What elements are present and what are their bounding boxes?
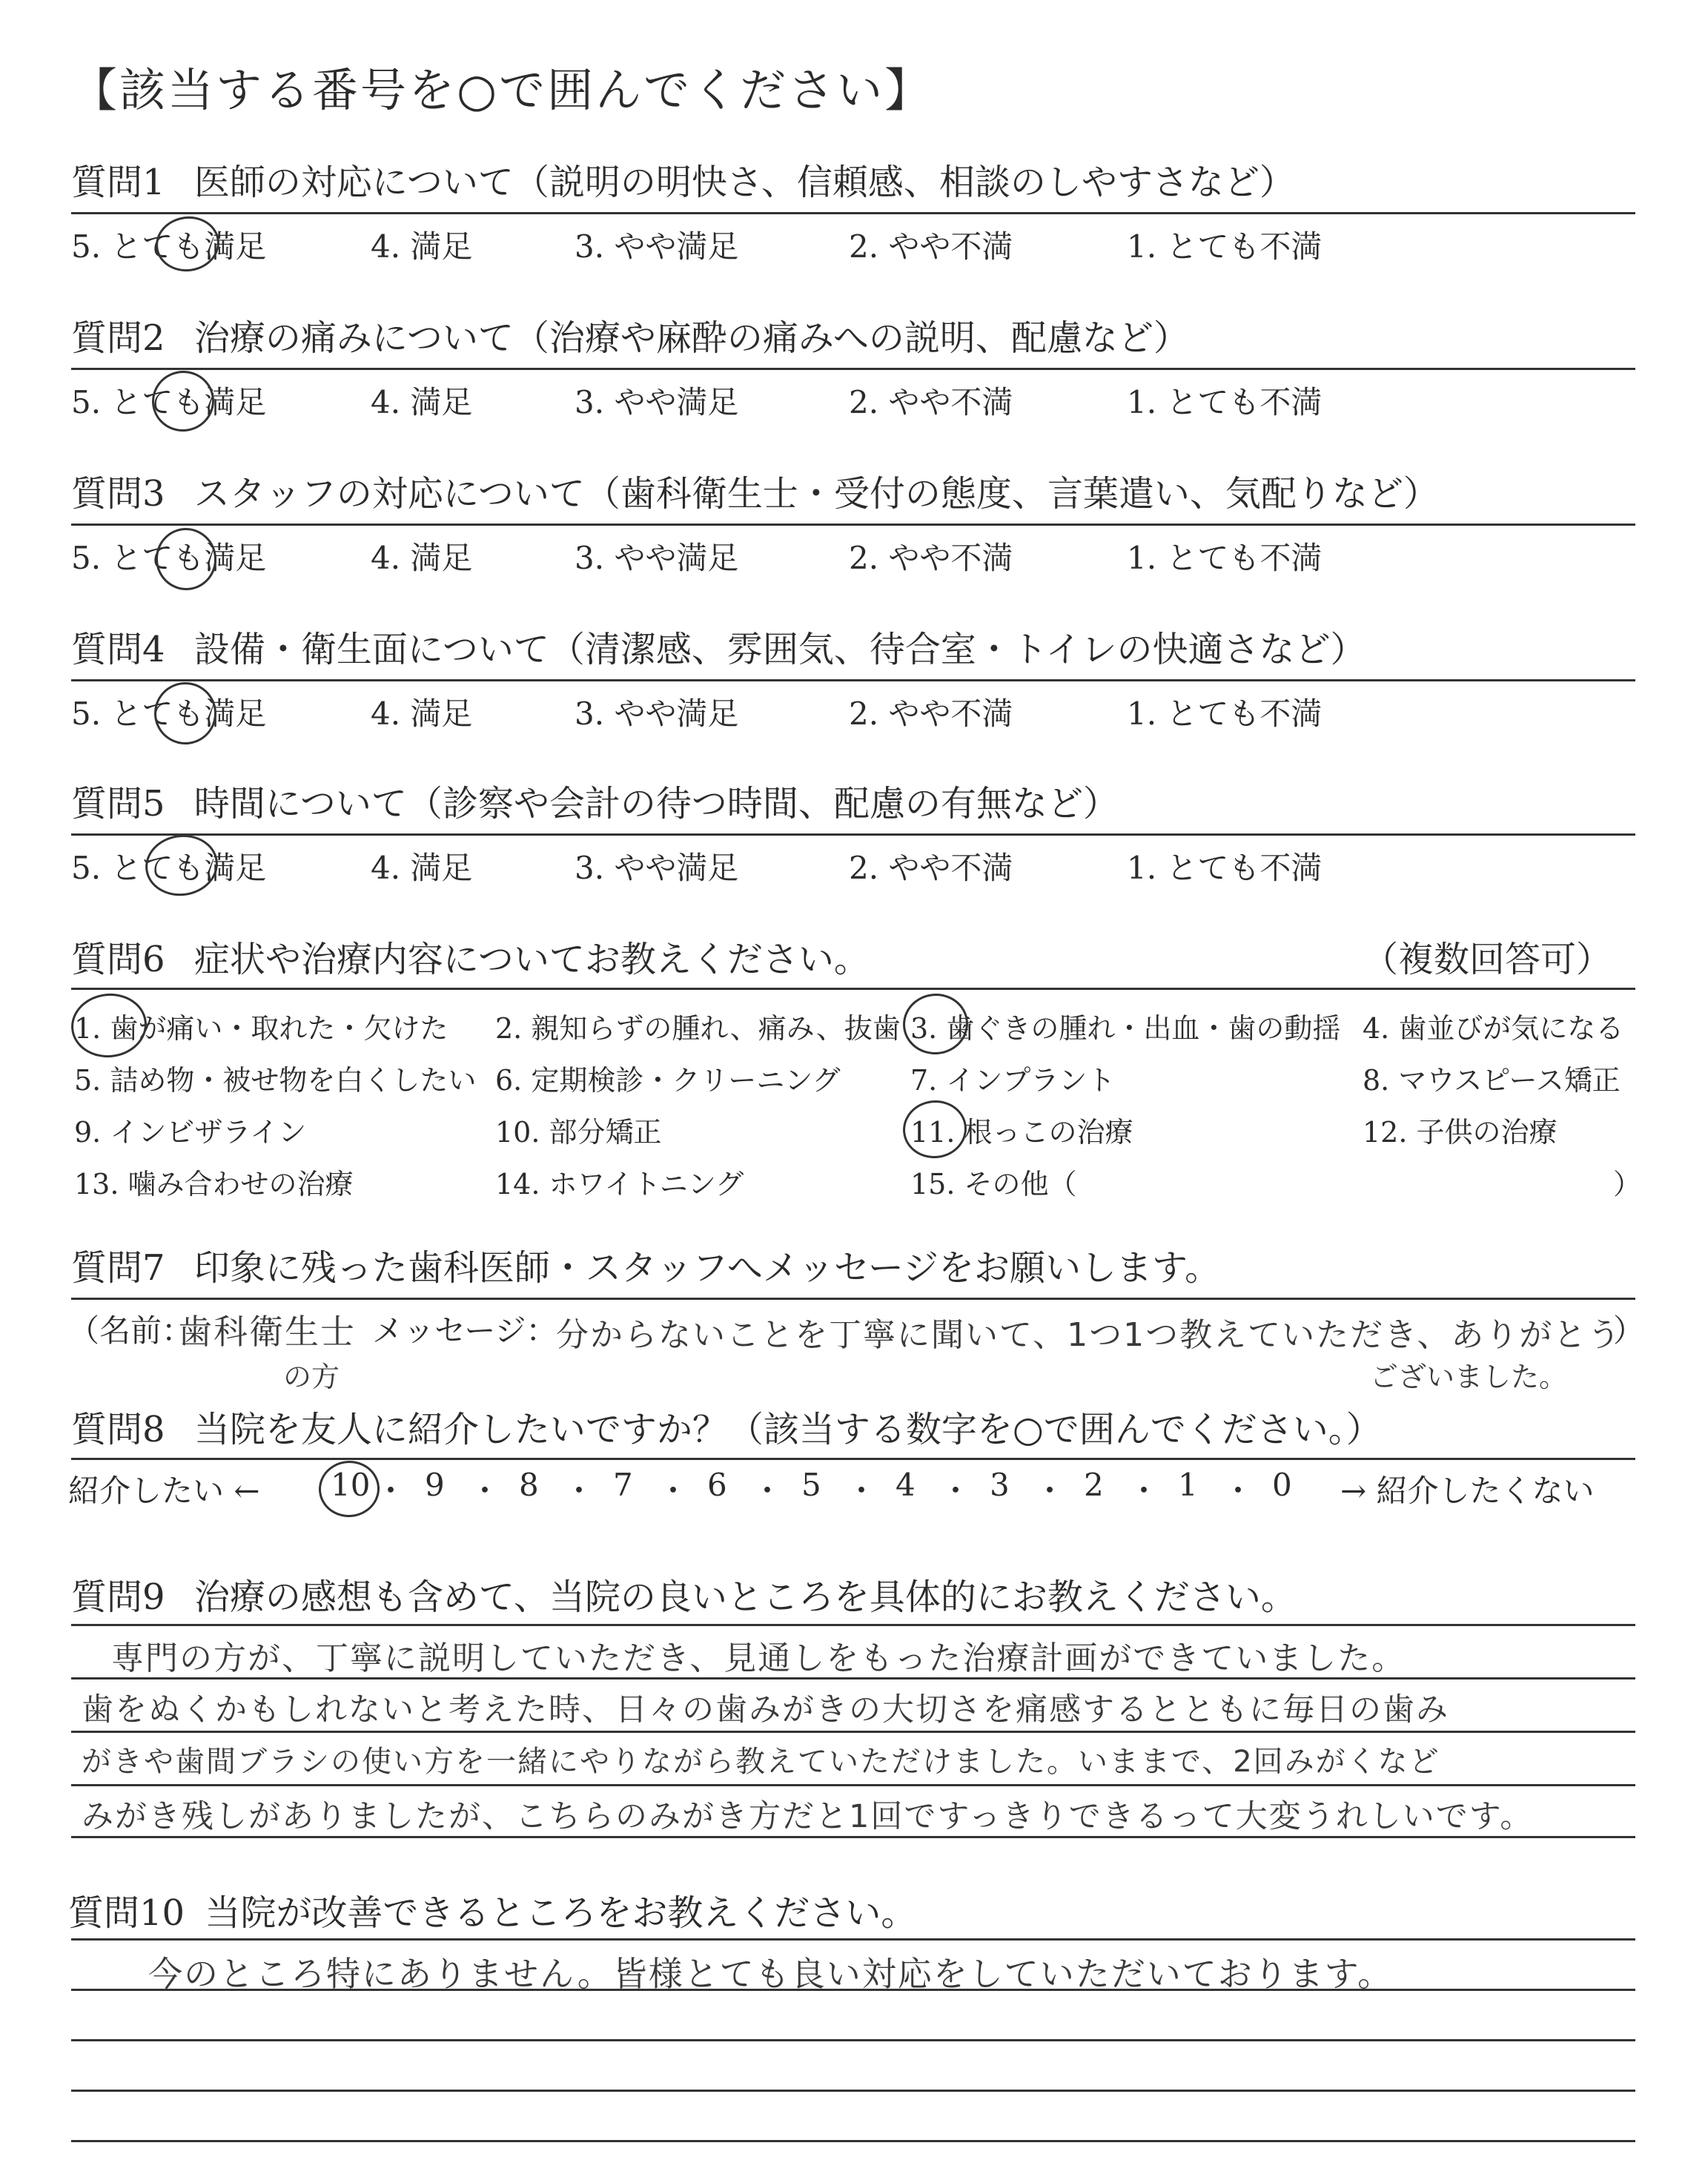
q6-other-close-paren: ） <box>1613 1168 1642 1200</box>
scale-separator-dot: ・ <box>1128 1473 1160 1509</box>
q3-option-4[interactable]: 4. 満足 <box>371 540 473 576</box>
divider <box>71 2039 1635 2041</box>
divider <box>71 1938 1635 1941</box>
divider <box>71 1624 1635 1626</box>
question-4 <box>71 627 1366 672</box>
divider <box>71 1458 1635 1460</box>
question-9-label: 質問9 <box>71 1576 165 1618</box>
q8-scale-option-6[interactable]: 6 <box>707 1467 727 1503</box>
scale-separator-dot: ・ <box>752 1473 784 1509</box>
q8-right-label: → 紹介したくない <box>1340 1473 1595 1509</box>
q3-option-1[interactable]: 1. とても不満 <box>1127 540 1323 576</box>
question-4-text: 設備・衛生面について（清潔感、雰囲気、待合室・トイレの快適さなど） <box>193 629 1366 670</box>
q6-option-11[interactable]: 11. 根っこの治療 <box>910 1116 1133 1149</box>
q5-option-5[interactable]: 5. とても満足 <box>71 850 267 886</box>
divider <box>71 988 1635 990</box>
q2-option-1[interactable]: 1. とても不満 <box>1127 384 1323 420</box>
q6-option-9[interactable]: 9. インビザライン <box>74 1116 307 1149</box>
question-8 <box>71 1407 1382 1452</box>
question-1 <box>71 160 1295 205</box>
question-4-label: 質問4 <box>71 629 165 670</box>
q5-option-1[interactable]: 1. とても不満 <box>1127 850 1323 886</box>
question-10-label: 質問10 <box>68 1892 185 1934</box>
question-1-label: 質問1 <box>71 162 165 203</box>
scale-separator-dot: ・ <box>658 1473 689 1509</box>
q2-option-5[interactable]: 5. とても満足 <box>71 384 267 420</box>
question-6-text: 症状や治療内容についてお教えください。 <box>193 939 870 980</box>
question-6 <box>71 937 870 982</box>
scale-separator-dot: ・ <box>1034 1473 1066 1509</box>
q7-message-label: メッセージ： <box>372 1312 557 1349</box>
q4-option-5[interactable]: 5. とても満足 <box>71 696 267 732</box>
divider <box>71 1784 1635 1786</box>
selection-circle-mark <box>900 1097 970 1162</box>
question-3-label: 質問3 <box>71 473 165 515</box>
question-6-label: 質問6 <box>71 939 165 980</box>
q6-option-5[interactable]: 5. 詰め物・被せ物を白くしたい <box>74 1064 477 1097</box>
question-10-text: 当院が改善できるところをお教えください。 <box>205 1892 917 1934</box>
q6-option-2[interactable]: 2. 親知らずの腫れ、痛み、抜歯 <box>495 1012 901 1045</box>
q6-option-7[interactable]: 7. インプラント <box>910 1064 1116 1097</box>
q8-scale-option-3[interactable]: 3 <box>990 1467 1010 1503</box>
q8-scale-option-10[interactable]: 10 <box>331 1467 371 1503</box>
q6-option-6[interactable]: 6. 定期検診・クリーニング <box>495 1064 841 1097</box>
question-3-text: スタッフの対応について（歯科衛生士・受付の態度、言葉遣い、気配りなど） <box>193 473 1439 515</box>
q1-option-5[interactable]: 5. とても満足 <box>71 228 267 265</box>
q7-close-paren: ） <box>1613 1312 1645 1349</box>
divider <box>71 2140 1635 2142</box>
question-6-note: （複数回答可） <box>1363 939 1612 980</box>
selection-circle-mark <box>900 991 971 1058</box>
q7-name-suffix: の方 <box>283 1361 340 1393</box>
q5-option-3[interactable]: 3. やや満足 <box>575 850 739 886</box>
question-5-text: 時間について（診察や会計の待つ時間、配慮の有無など） <box>193 783 1119 825</box>
q8-scale-option-8[interactable]: 8 <box>519 1467 539 1503</box>
selection-circle-mark <box>142 830 222 901</box>
q9-answer-line[interactable]: 歯をぬくかもしれないと考えた時、日々の歯みがきの大切さを痛感するとともに毎日の歯み <box>82 1691 1449 1728</box>
q10-answer-line[interactable]: 今のところ特にありません。皆様とても良い対応をしていただいております。 <box>148 1954 1394 1994</box>
question-10 <box>68 1891 916 1935</box>
selection-circle-mark <box>317 1459 381 1519</box>
q1-option-3[interactable]: 3. やや満足 <box>575 228 739 265</box>
q8-scale-option-0[interactable]: 0 <box>1272 1467 1292 1503</box>
q5-option-2[interactable]: 2. やや不満 <box>849 850 1013 886</box>
q2-option-4[interactable]: 4. 満足 <box>371 384 473 420</box>
question-7-label: 質問7 <box>71 1247 165 1289</box>
q8-scale-option-4[interactable]: 4 <box>896 1467 916 1503</box>
question-2-text: 治療の痛みについて（治療や麻酔の痛みへの説明、配慮など） <box>193 317 1189 359</box>
q1-option-1[interactable]: 1. とても不満 <box>1127 228 1323 265</box>
q6-option-8[interactable]: 8. マウスピース矯正 <box>1363 1064 1621 1097</box>
q4-option-2[interactable]: 2. やや不満 <box>849 696 1013 732</box>
question-5 <box>71 782 1119 826</box>
question-3 <box>71 472 1439 516</box>
q4-option-3[interactable]: 3. やや満足 <box>575 696 739 732</box>
form-title: 【該当する番号を○で囲んでください】 <box>71 63 933 117</box>
selection-circle-mark <box>150 678 221 749</box>
q6-option-1[interactable]: 1. 歯が痛い・取れた・欠けた <box>74 1012 448 1045</box>
q8-left-label: 紹介したい ← <box>68 1473 260 1509</box>
selection-circle-mark <box>148 366 219 436</box>
scale-separator-dot: ・ <box>563 1473 595 1509</box>
scale-separator-dot: ・ <box>375 1473 407 1509</box>
scale-separator-dot: ・ <box>1222 1473 1254 1509</box>
q6-option-12[interactable]: 12. 子供の治療 <box>1363 1116 1558 1149</box>
q3-option-5[interactable]: 5. とても満足 <box>71 540 267 576</box>
q7-name-label: （名前： <box>68 1312 193 1349</box>
q6-option-3[interactable]: 3. 歯ぐきの腫れ・出血・歯の動揺 <box>910 1012 1341 1045</box>
q7-message-line-2[interactable]: ございました。 <box>1370 1361 1568 1393</box>
q1-option-4[interactable]: 4. 満足 <box>371 228 473 265</box>
question-5-label: 質問5 <box>71 783 165 825</box>
q4-option-4[interactable]: 4. 満足 <box>371 696 473 732</box>
scale-separator-dot: ・ <box>846 1473 878 1509</box>
q8-scale-option-1[interactable]: 1 <box>1178 1467 1198 1503</box>
question-9-text: 治療の感想も含めて、当院の良いところを具体的にお教えください。 <box>193 1576 1297 1618</box>
question-7-text: 印象に残った歯科医師・スタッフへメッセージをお願いします。 <box>193 1247 1221 1289</box>
question-8-label: 質問8 <box>71 1409 165 1450</box>
question-7 <box>71 1246 1220 1290</box>
question-9 <box>71 1575 1297 1619</box>
question-2-label: 質問2 <box>71 317 165 359</box>
q8-scale-option-9[interactable]: 9 <box>425 1467 445 1503</box>
selection-circle-mark <box>68 990 150 1061</box>
q7-message-line-1[interactable]: 分からないことを丁寧に聞いて、1つ1つ教えていただき、ありがとう <box>556 1316 1622 1354</box>
q3-option-2[interactable]: 2. やや不満 <box>849 540 1013 576</box>
question-8-text: 当院を友人に紹介したいですか？（該当する数字を○で囲んでください。） <box>193 1409 1382 1450</box>
q9-answer-line[interactable]: 専門の方が、丁寧に説明していただき、見通しをもった治療計画ができていました。 <box>111 1639 1406 1677</box>
scale-separator-dot: ・ <box>940 1473 972 1509</box>
q5-option-4[interactable]: 4. 満足 <box>371 850 473 886</box>
question-2 <box>71 316 1189 360</box>
question-1-text: 医師の対応について（説明の明快さ、信頼感、相談のしやすさなど） <box>193 162 1295 203</box>
divider <box>71 368 1635 370</box>
q8-scale-option-7[interactable]: 7 <box>613 1467 633 1503</box>
q7-name-value[interactable]: 歯科衛生士 <box>178 1312 356 1352</box>
q6-option-10[interactable]: 10. 部分矯正 <box>495 1116 662 1149</box>
divider <box>71 1298 1635 1300</box>
q3-option-3[interactable]: 3. やや満足 <box>575 540 739 576</box>
divider <box>71 833 1635 836</box>
divider <box>71 524 1635 526</box>
q1-option-2[interactable]: 2. やや不満 <box>849 228 1013 265</box>
scale-separator-dot: ・ <box>469 1473 501 1509</box>
q8-scale-option-5[interactable]: 5 <box>801 1467 821 1503</box>
q2-option-3[interactable]: 3. やや満足 <box>575 384 739 420</box>
divider <box>71 1731 1635 1733</box>
q2-option-2[interactable]: 2. やや不満 <box>849 384 1013 420</box>
q6-option-13[interactable]: 13. 噛み合わせの治療 <box>74 1168 354 1200</box>
q9-answer-line[interactable]: みがき残しがありましたが、こちらのみがき方だと1回ですっきりできるって大変うれしいです。 <box>82 1798 1534 1835</box>
q6-option-14[interactable]: 14. ホワイトニング <box>495 1168 744 1200</box>
divider <box>71 679 1635 681</box>
q8-scale-option-2[interactable]: 2 <box>1084 1467 1104 1503</box>
q6-option-15[interactable]: 15. その他（ <box>910 1168 1077 1200</box>
divider <box>71 2090 1635 2092</box>
q6-option-4[interactable]: 4. 歯並びが気になる <box>1363 1012 1624 1045</box>
divider <box>71 212 1635 214</box>
q9-answer-line[interactable]: がきや歯間ブラシの使い方を一緒にやりながら教えていただけました。いままで、2回みがくなど <box>82 1745 1440 1779</box>
q4-option-1[interactable]: 1. とても不満 <box>1127 696 1323 732</box>
